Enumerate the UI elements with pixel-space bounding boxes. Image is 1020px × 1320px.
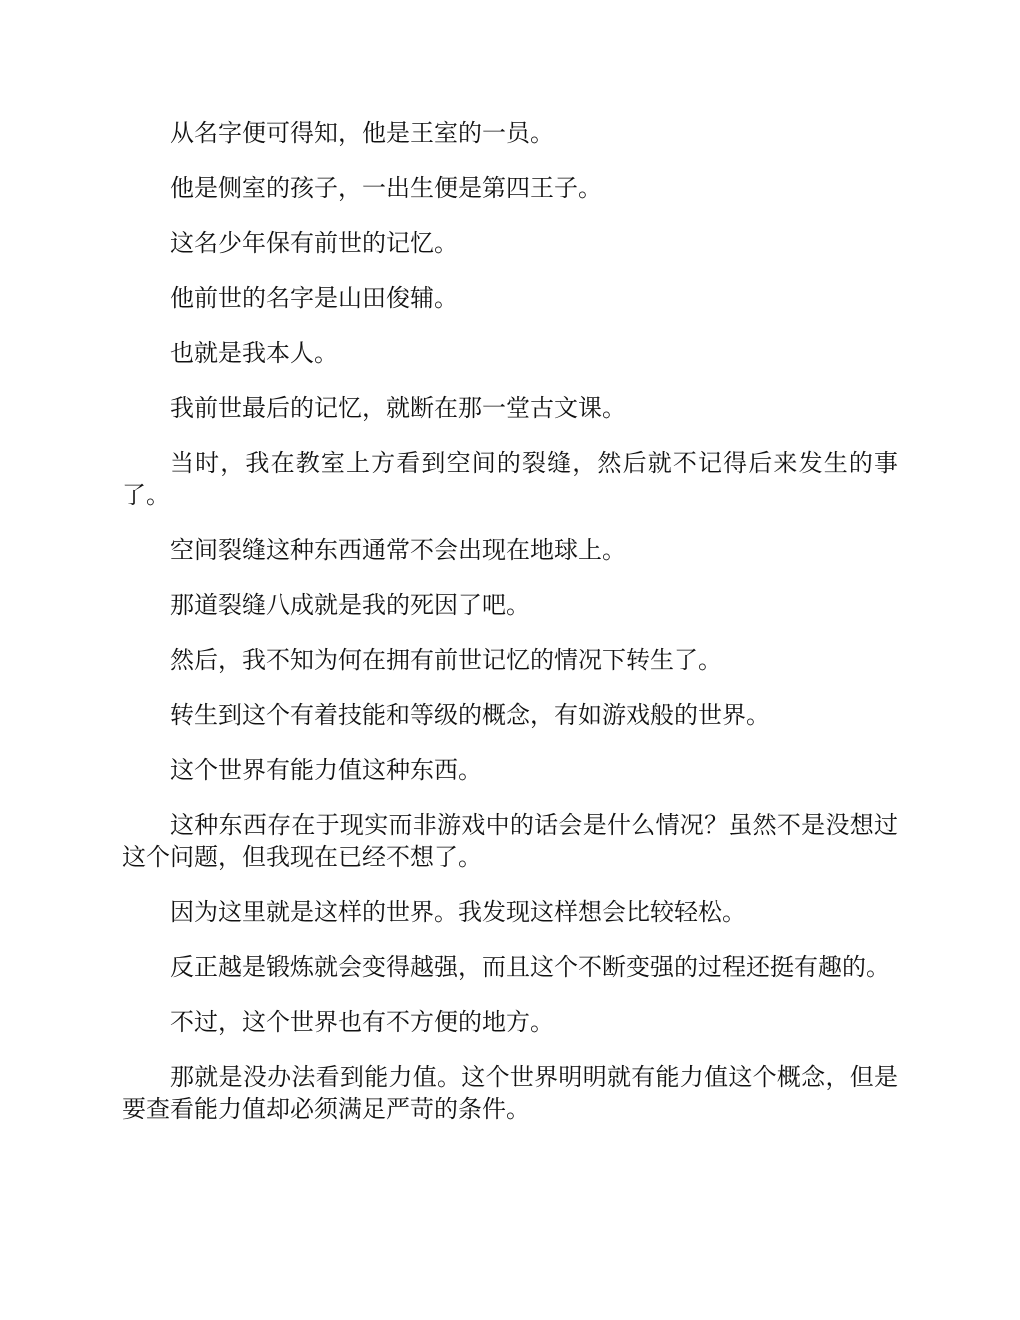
paragraph-8: 空间裂缝这种东西通常不会出现在地球上。 — [170, 536, 626, 564]
paragraph-5: 也就是我本人。 — [170, 339, 338, 367]
paragraph-4: 他前世的名字是山田俊辅。 — [170, 284, 458, 312]
paragraph-10: 然后，我不知为何在拥有前世记忆的情况下转生了。 — [170, 646, 722, 674]
paragraph-7: 当时，我在教室上方看到空间的裂缝，然后就不记得后来发生的事了。 — [122, 449, 898, 509]
paragraph-17: 那就是没办法看到能力值。这个世界明明就有能力值这个概念，但是要查看能力值却必须满足严苛的条件。 — [122, 1063, 898, 1123]
paragraph-1: 从名字便可得知，他是王室的一员。 — [170, 119, 554, 147]
paragraph-11: 转生到这个有着技能和等级的概念，有如游戏般的世界。 — [170, 701, 770, 729]
paragraph-2: 他是侧室的孩子，一出生便是第四王子。 — [170, 174, 602, 202]
paragraph-6: 我前世最后的记忆，就断在那一堂古文课。 — [170, 394, 626, 422]
paragraph-9: 那道裂缝八成就是我的死因了吧。 — [170, 591, 530, 619]
paragraph-16: 不过，这个世界也有不方便的地方。 — [170, 1008, 554, 1036]
paragraph-13: 这种东西存在于现实而非游戏中的话会是什么情况？虽然不是没想过这个问题，但我现在已经不想了。 — [122, 811, 898, 871]
text-body — [122, 117, 898, 1148]
paragraph-15: 反正越是锻炼就会变得越强，而且这个不断变强的过程还挺有趣的。 — [170, 953, 890, 981]
paragraph-12: 这个世界有能力值这种东西。 — [170, 756, 482, 784]
paragraph-14: 因为这里就是这样的世界。我发现这样想会比较轻松。 — [170, 898, 746, 926]
paragraph-3: 这名少年保有前世的记忆。 — [170, 229, 458, 257]
